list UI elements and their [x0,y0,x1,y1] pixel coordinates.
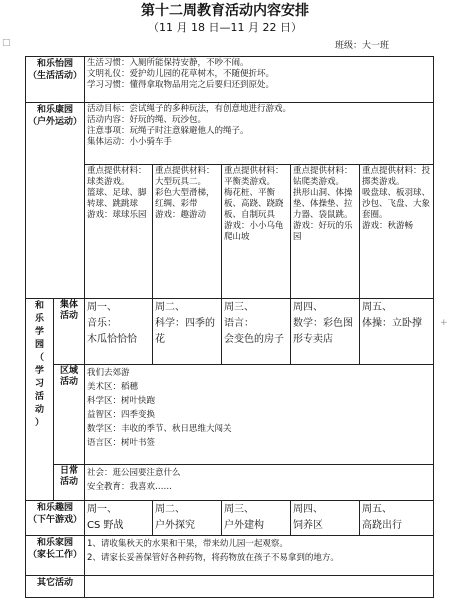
family-content [85,536,434,576]
daily-row [26,465,434,501]
life-line: 生活习惯：入厕所能保持安静，不吵不闹。 [87,58,249,68]
family-row [26,536,434,576]
collective-thu: 周四、 数学：彩色图形专卖店 [291,299,360,365]
health-day-tue: 重点提供材料：大型玩具二。 彩色大型滑梯，红绸、彩带 游戏：趣游动 [153,165,222,299]
learning-label: 和 乐 学 园 （ 学 习 活 动 ） [26,299,54,501]
daily-line: 安全教育：我喜欢…… [87,482,173,492]
daily-line: 社会：逛公园要注意什么 [87,468,181,478]
play-mon: 周一、 CS 野战 [85,501,153,536]
play-label: 和乐趣园 （下午游戏） [26,501,85,536]
right-margin-mark: + [440,318,448,328]
schedule-table [25,56,434,598]
life-content [85,57,434,103]
family-line: 2、请家长妥善保管好各种药物，将药物放在孩子不易拿到的地方。 [87,553,339,563]
life-line: 文明礼仪：爱护幼儿园的花草树木，不随便折坏。 [87,69,275,79]
areas-line: 科学区：树叶快跑 [87,396,156,406]
play-thu: 周四、 饲养区 [291,501,360,536]
health-day-wed: 重点提供材料：平衡类游戏。 梅花桩、平衡板、高跷、跷跷板、自制玩具 游戏：小小乌龟爬山坡 [222,165,291,299]
play-tue: 周二、 户外探究 [153,501,222,536]
health-line: 注意事项：玩绳子时注意躲避他人的绳子。 [87,126,249,136]
areas-row [26,365,434,465]
family-line: 1、请收集秋天的水果和干果，带来幼儿园一起观察。 [87,539,288,549]
health-days-row [26,165,434,299]
areas-line: 我们去郊游 [87,368,130,378]
health-line: 活动目标：尝试绳子的多种玩法，有创意地进行游戏。 [87,104,292,114]
life-line: 学习习惯：懂得拿取物品用完之后要归还到原处。 [87,80,275,90]
life-row [26,57,434,103]
other-label: 其它活动 [26,576,85,598]
collective-tue: 周二、 科学：四季的花 [153,299,222,365]
collective-wed: 周三、 语言： 会变色的房子 [222,299,291,365]
other-row [26,576,434,598]
family-label: 和乐家园 （家长工作） [26,536,85,576]
collective-row [26,299,434,365]
play-fri: 周五、 高跷出行 [360,501,434,536]
health-line: 活动内容：好玩的绳、玩沙包。 [87,115,207,125]
health-day-mon: 重点提供材料：球类游戏。 篮球、足球、脚转球、跳跳球 游戏：球球乐园 [85,165,153,299]
areas-label: 区域 活动 [54,365,85,465]
daily-label: 日常 活动 [54,465,85,501]
play-wed: 周三、 户外建构 [222,501,291,536]
areas-line: 美术区：稻穗 [87,382,139,392]
areas-content [85,365,434,465]
health-label: 和乐康园 （户外运动） [26,103,85,299]
areas-line: 数学区：丰收的季节、秋日思维大闯关 [87,424,232,434]
health-content [85,103,434,165]
health-goals-row [26,103,434,165]
areas-line: 语言区：树叶书签 [87,438,156,448]
date-range: （11 月 18 日—11 月 22 日） [148,21,302,34]
health-day-thu: 重点提供材料：钻爬类游戏。 拱形山洞、体操垫、体操垫、拉力器、袋鼠跳。游戏：好玩的乐园 [291,165,360,299]
play-row [26,501,434,536]
health-day-fri: 重点提供材料：投掷类游戏。 吸盘球、板羽球、沙包、飞盘、大象套圈。 游戏：秋游畅 [360,165,434,299]
left-margin-mark: □ [2,38,11,48]
class-label: 班级：大一班 [335,41,390,51]
collective-mon: 周一、 音乐： 木瓜恰恰恰 [85,299,153,365]
collective-label: 集体 活动 [54,299,85,365]
life-label: 和乐怡园 （生活活动） [26,57,85,103]
collective-fri: 周五、 体操：立卧撑 [360,299,434,365]
page-title: 第十二周教育活动内容安排 [141,3,309,19]
daily-content [85,465,434,501]
areas-line: 益智区：四季变换 [87,410,156,420]
health-line: 集体运动：小小骑车手 [87,137,173,147]
other-content [85,576,434,598]
